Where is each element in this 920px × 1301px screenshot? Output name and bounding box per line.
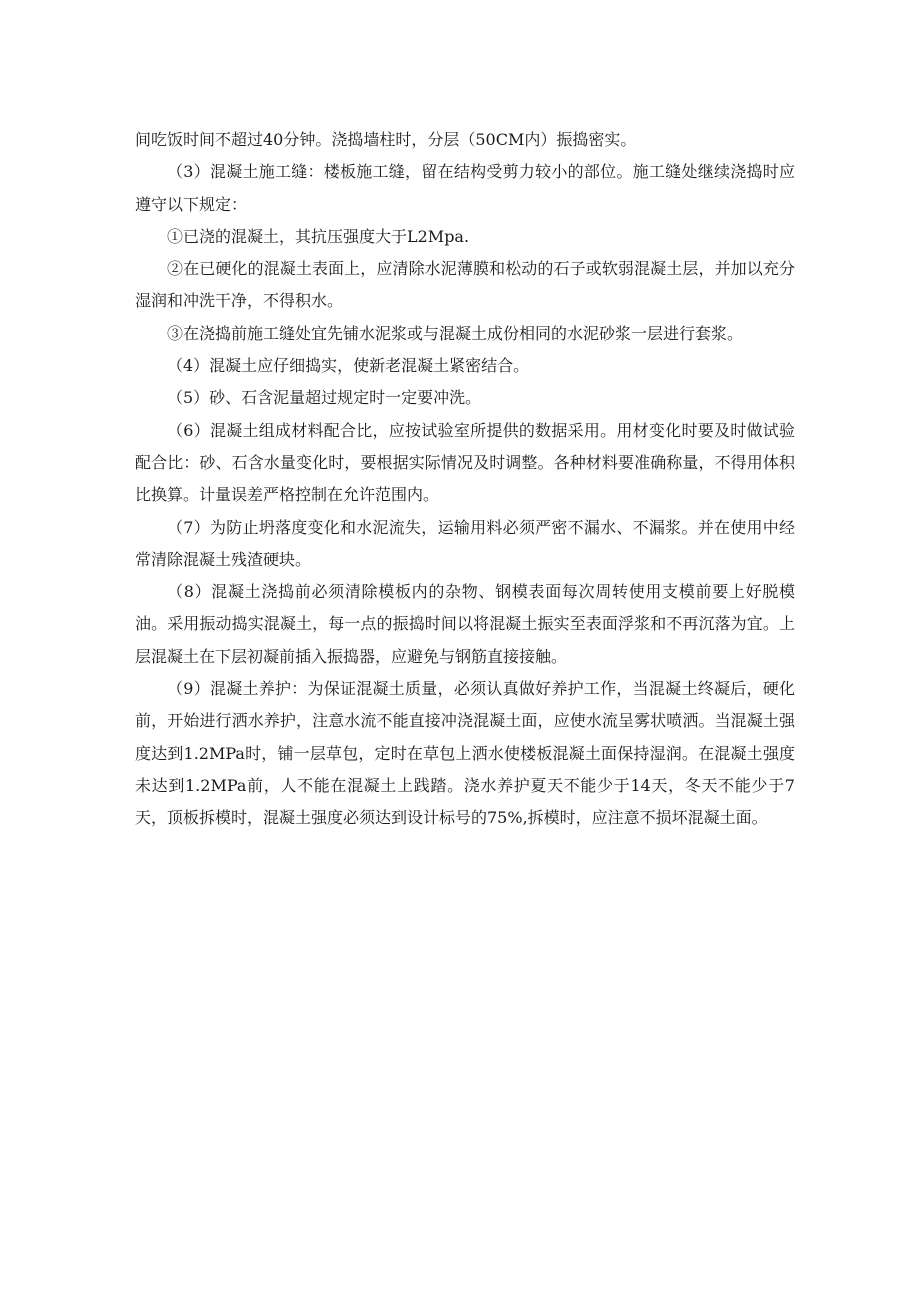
paragraph-item-3: （3）混凝土施工缝：楼板施工缝，留在结构受剪力较小的部位。施工缝处继续浇捣时应遵守以下规定： (135, 162, 795, 214)
paragraph-item-7: （7）为防止坍落度变化和水泥流失，运输用料必须严密不漏水、不漏浆。并在使用中经常清除混凝土残渣硬块。 (135, 517, 795, 569)
document-page (135, 124, 795, 835)
paragraph-continuation: 间吃饭时间不超过40分钟。浇捣墙柱时，分层（50CM内）振捣密实。 (135, 130, 637, 149)
paragraph-item-9: （9）混凝土养护：为保证混凝土质量，必须认真做好养护工作，当混凝土终凝后，硬化前，开始进行洒水养护，注意水流不能直接冲浇混凝土面，应使水流呈雾状喷洒。当混凝土强度达到1.2MPa时，铺一层草包，定时在草包上洒水使楼板混凝土面保持湿润。在混凝土强度未达到1.2MPa前，人不能在混凝土上践踏。浇水养护夏天不能少于14天，冬天不能少于7天，顶板拆模时，混凝土强度必须达到设计标号的75%,拆模时，应注意不损坏混凝土面。 (135, 679, 795, 828)
paragraph-subitem-2: ②在已硬化的混凝土表面上，应清除水泥薄膜和松动的石子或软弱混凝土层，并加以充分湿润和冲洗干净，不得积水。 (135, 259, 795, 311)
paragraph-item-4: （4）混凝土应仔细捣实，使新老混凝土紧密结合。 (167, 356, 530, 376)
paragraph-subitem-1: ①已浇的混凝土，其抗压强度大于L2Mpa. (167, 226, 470, 246)
paragraph-subitem-3: ③在浇捣前施工缝处宜先铺水泥浆或与混凝土成份相同的水泥砂浆一层进行套浆。 (167, 323, 744, 343)
paragraph-item-8: （8）混凝土浇捣前必须清除模板内的杂物、钢模表面每次周转使用支模前要上好脱模油。采用振动捣实混凝土，每一点的振捣时间以将混凝土振实至表面浮浆和不再沉落为宜。上层混凝土在下层初凝前插入振捣器，应避免与钢筋直接接触。 (135, 582, 795, 666)
paragraph-item-5: （5）砂、石含泥量超过规定时一定要冲洗。 (167, 388, 482, 408)
paragraph-item-6: （6）混凝土组成材料配合比，应按试验室所提供的数据采用。用材变化时要及时做试验配合比：砂、石含水量变化时，要根据实际情况及时调整。各种材料要准确称量，不得用体积比换算。计量误差严格控制在允许范围内。 (135, 420, 795, 505)
